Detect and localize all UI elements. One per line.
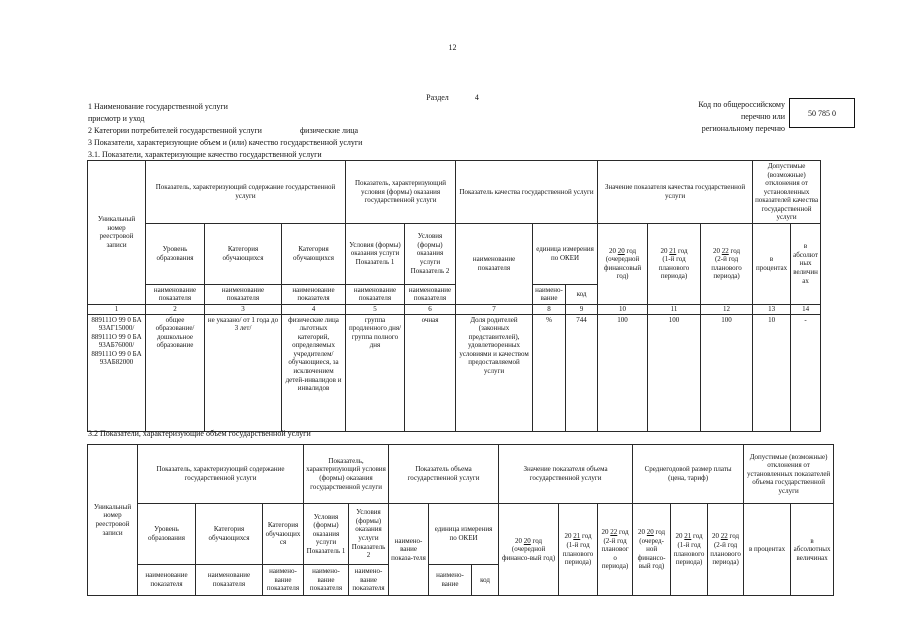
t1-namecell: наименование показателя <box>205 284 282 304</box>
t1-cell-2021: 100 <box>648 314 701 431</box>
t1-year-2021-header: 20 21 год (1-й год планового периода) <box>648 223 701 304</box>
t1-cell-deviation-pct: 10 <box>753 314 791 431</box>
t2-group-value: Значение показателя объема государственной услуги <box>499 445 633 504</box>
t1-cell-form: очная <box>405 314 456 431</box>
t2-sub-condition1: Условия (формы) оказания услуги Показатель 1 <box>304 504 349 565</box>
t1-colnum: 1 <box>88 304 146 314</box>
section-number: 4 <box>474 93 479 102</box>
t1-colnum: 2 <box>146 304 205 314</box>
t1-namecell: наименование показателя <box>146 284 205 304</box>
t2-value-2020-header: 20 20 год (очередной финансо-вый год) <box>499 504 559 596</box>
volume-indicators-heading: 3.2 Показатели, характеризующие объем государственной услуги <box>88 429 311 438</box>
t1-year-2022-header: 20 22 год (2-й год планового периода) <box>701 223 753 304</box>
t2-group-volume: Показатель объема государственной услуги <box>389 445 499 504</box>
t2-sub-category2: Категория обучающихся <box>263 504 304 565</box>
t1-cell-2020: 100 <box>598 314 648 431</box>
t1-cell-registry-id: 889111О 99 0 БА 93АГ15000/ 889111О 99 0 БА 93АБ76000/ 889111О 99 0 БА 93АБ82000 <box>88 314 146 431</box>
t2-group-registry-number: Уникальный номер реестровой записи <box>88 445 138 596</box>
t1-cell-2022: 100 <box>701 314 753 431</box>
t1-sub-category2: Категория обучающихся <box>282 223 346 284</box>
t1-cell-age: не указано/ от 1 года до 3 лет/ <box>205 314 282 431</box>
t2-value-2022-header: 20 22 год (2-й год планового периода) <box>598 504 633 596</box>
t1-cell-category: физические лица льготных категорий, определяемых учредителем/ обучающиеся, за исключением детей-инвалидов и инвалидов <box>282 314 346 431</box>
service-name-label: 1 Наименование государственной услуги <box>88 102 228 111</box>
t1-sub-condition2: Условия (формы) оказания услуги Показатель 2 <box>405 223 456 284</box>
t1-cell-unit-name: % <box>533 314 566 431</box>
consumers-value: физические лица <box>300 126 359 135</box>
t2-sub-indicator-name: наимено-вание показа-теля <box>389 504 429 596</box>
service-name-value: присмотр и уход <box>88 114 145 123</box>
quality-indicators-table <box>87 160 821 432</box>
t1-year-2020-header: 20 20 год (очередной финансовый год) <box>598 223 648 304</box>
t1-group-content: Показатель, характеризующий содержание государственной услуги <box>146 161 346 224</box>
t1-colnum: 7 <box>456 304 533 314</box>
indicators-heading: 3 Показатели, характеризующие объем и (или) качество государственной услуги <box>88 138 363 147</box>
t1-group-conditions: Показатель, характеризующий условия (формы) оказания государственной услуги <box>346 161 456 224</box>
t2-value-2021-header: 20 21 год (1-й год планового периода) <box>559 504 598 596</box>
t2-sub-education-level: Уровень образования <box>138 504 196 565</box>
section-label: Раздел <box>426 93 449 102</box>
t2-group-pay: Среднегодовой размер платы (цена, тариф) <box>633 445 744 504</box>
t1-cell-deviation-abs: - <box>791 314 821 431</box>
page-number: 12 <box>448 43 457 52</box>
t1-colnum: 3 <box>205 304 282 314</box>
t1-namecell: наименование показателя <box>405 284 456 304</box>
t2-namecell: наименование показателя <box>138 565 196 596</box>
t1-colnum: 9 <box>566 304 598 314</box>
t1-cell-unit-code: 744 <box>566 314 598 431</box>
t1-cell-group-type: группа продленного дня/ группа полного дня <box>346 314 405 431</box>
quality-indicators-heading: 3.1. Показатели, характеризующие качество государственной услуги <box>88 150 322 159</box>
t1-sub-indicator-name: наименование показателя <box>456 223 533 304</box>
t1-colnum: 14 <box>791 304 821 314</box>
consumers-label: 2 Категории потребителей государственной услуги <box>88 126 262 135</box>
t2-unit-name-header: наимено-вание <box>429 565 472 596</box>
t1-sub-condition1: Условия (формы) оказания услуги Показатель 1 <box>346 223 405 284</box>
t1-colnum: 8 <box>533 304 566 314</box>
t2-sub-deviation-percent: в процентах <box>744 504 791 596</box>
t1-sub-education-level: Уровень образования <box>146 223 205 284</box>
t1-sub-deviation-percent: в процентах <box>753 223 791 304</box>
t1-colnum: 11 <box>648 304 701 314</box>
t2-sub-deviation-absolute: в абсолютных величинах <box>791 504 834 596</box>
t1-colnum: 5 <box>346 304 405 314</box>
t2-pay-2022-header: 20 22 год (2-й год планового периода) <box>708 504 744 596</box>
t2-sub-condition2: Условия (формы) оказания услуги Показатель 2 <box>349 504 389 565</box>
t1-colnum: 6 <box>405 304 456 314</box>
t2-namecell: наимено-вание показателя <box>349 565 389 596</box>
t2-namecell: наименование показателя <box>196 565 263 596</box>
t1-group-value: Значение показателя качества государственной услуги <box>598 161 753 224</box>
t2-group-deviation: Допустимые (возможные) отклонения от установленных показателей объема государственной услуги <box>744 445 834 504</box>
t2-namecell: наимено-вание показателя <box>304 565 349 596</box>
t1-sub-unit-okei: единица измерения по ОКЕИ <box>533 223 598 284</box>
t2-pay-2021-header: 20 21 год (1-й год планового периода) <box>671 504 708 596</box>
t2-group-conditions: Показатель, характеризующий условия (формы) оказания государственной услуги <box>304 445 389 504</box>
t1-group-deviation: Допустимые (возможные) отклонения от установленных показателей качества государственной услуги <box>753 161 821 224</box>
t1-unit-code-header: код <box>566 284 598 304</box>
t1-colnum: 10 <box>598 304 648 314</box>
t1-colnum: 12 <box>701 304 753 314</box>
t1-group-registry-number: Уникальный номер реестровой записи <box>88 161 146 305</box>
t1-cell-education: общее образование/ дошкольное образование <box>146 314 205 431</box>
t1-namecell: наименование показателя <box>282 284 346 304</box>
t2-unit-code-header: код <box>472 565 499 596</box>
t1-sub-deviation-absolute: в абсолютных величинах <box>791 223 821 304</box>
t1-namecell: наименование показателя <box>346 284 405 304</box>
t1-group-quality: Показатель качества государственной услуги <box>456 161 598 224</box>
t1-cell-indicator: Доля родителей (законных представителей), удовлетворенных условиями и качеством предоставляемой услуги <box>456 314 533 431</box>
t1-sub-category1: Категория обучающихся <box>205 223 282 284</box>
t1-unit-name-header: наимено-вание <box>533 284 566 304</box>
volume-indicators-table <box>87 444 834 596</box>
t1-colnum: 13 <box>753 304 791 314</box>
service-code-box: 50 785 0 <box>789 98 855 128</box>
t2-group-content: Показатель, характеризующий содержание государственной услуги <box>138 445 304 504</box>
t2-namecell: наимено-вание показателя <box>263 565 304 596</box>
code-label: Код по общероссийскому перечню или региональному перечню <box>698 100 785 133</box>
t2-sub-unit-okei: единица измерения по ОКЕИ <box>429 504 499 565</box>
t1-colnum: 4 <box>282 304 346 314</box>
t2-pay-2020-header: 20 20 год (очеред-ной финансо-вый год) <box>633 504 671 596</box>
t2-sub-category1: Категория обучающихся <box>196 504 263 565</box>
